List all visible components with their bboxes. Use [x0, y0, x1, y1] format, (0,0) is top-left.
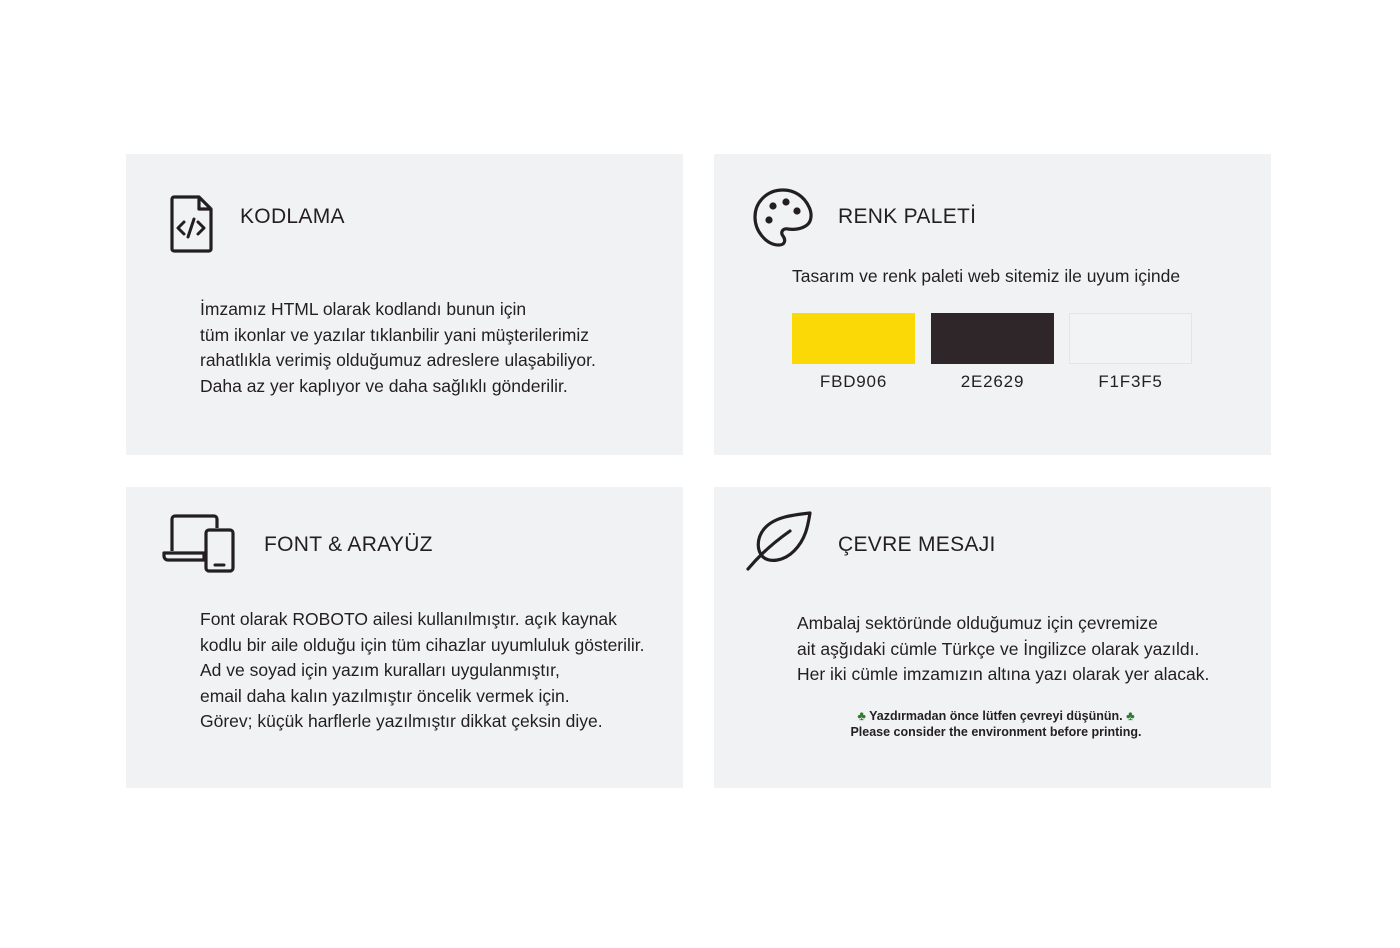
font-line: kodlu bir aile olduğu için tüm cihazlar uyumluluk gösterilir. [200, 634, 645, 655]
swatch-label: 2E2629 [960, 372, 1025, 391]
environment-line: Her iki cümle imzamızın altına yazı olarak yer alacak. [797, 664, 1210, 684]
swatch-yellow [792, 313, 915, 364]
palette-card [714, 154, 1271, 455]
swatch-dark [931, 313, 1054, 364]
swatch-label: FBD906 [819, 372, 888, 391]
coding-title: KODLAMA [240, 205, 345, 228]
environment-description [797, 611, 1209, 688]
environment-note-tr [714, 708, 1278, 724]
font-line: Font olarak ROBOTO ailesi kullanılmıştır. açık kaynak [200, 609, 617, 629]
swatch-label: F1F3F5 [1098, 372, 1163, 391]
devices-icon [162, 513, 238, 575]
coding-line: Daha az yer kaplıyor ve daha sağlıklı gönderilir. [200, 375, 568, 396]
code-file-icon [168, 194, 214, 254]
palette-icon [752, 187, 814, 249]
coding-description [200, 297, 596, 399]
coding-line: İmzamız HTML olarak kodlandı bunun için [200, 299, 527, 319]
font-line: Ad ve soyad için yazım kuralları uygulanmıştır, [200, 660, 560, 680]
environment-line: ait aşğıdaki cümle Türkçe ve İngilizce olarak yazıldı. [797, 638, 1200, 659]
environment-title: ÇEVRE MESAJI [838, 533, 996, 556]
leaf-icon [744, 511, 814, 573]
environment-note-tr-text: Yazdırmadan önce lütfen çevreyi düşünün. [869, 709, 1123, 723]
font-line: Görev; küçük harflerle yazılmıştır dikkat çeksin diye. [200, 711, 603, 731]
font-description [200, 607, 645, 735]
font-line: email daha kalın yazılmıştır öncelik vermek için. [200, 685, 570, 706]
coding-line: rahatlıkla verimiş olduğumuz adreslere ulaşabiliyor. [200, 350, 596, 370]
coding-card [126, 154, 683, 455]
environment-card [714, 487, 1271, 788]
swatch-light [1069, 313, 1192, 364]
environment-line: Ambalaj sektöründe olduğumuz için çevremize [797, 613, 1158, 633]
font-title: FONT & ARAYÜZ [264, 533, 433, 556]
font-card [126, 487, 683, 788]
environment-note-en: Please consider the environment before printing. [850, 725, 1142, 739]
clover-icon: ♣ [857, 708, 866, 723]
palette-subtitle: Tasarım ve renk paleti web sitemiz ile uyum içinde [792, 266, 1181, 286]
coding-line: tüm ikonlar ve yazılar tıklanbilir yani müşterilerimiz [200, 324, 589, 345]
clover-icon: ♣ [1126, 708, 1135, 723]
palette-title: RENK PALETİ [838, 205, 977, 228]
